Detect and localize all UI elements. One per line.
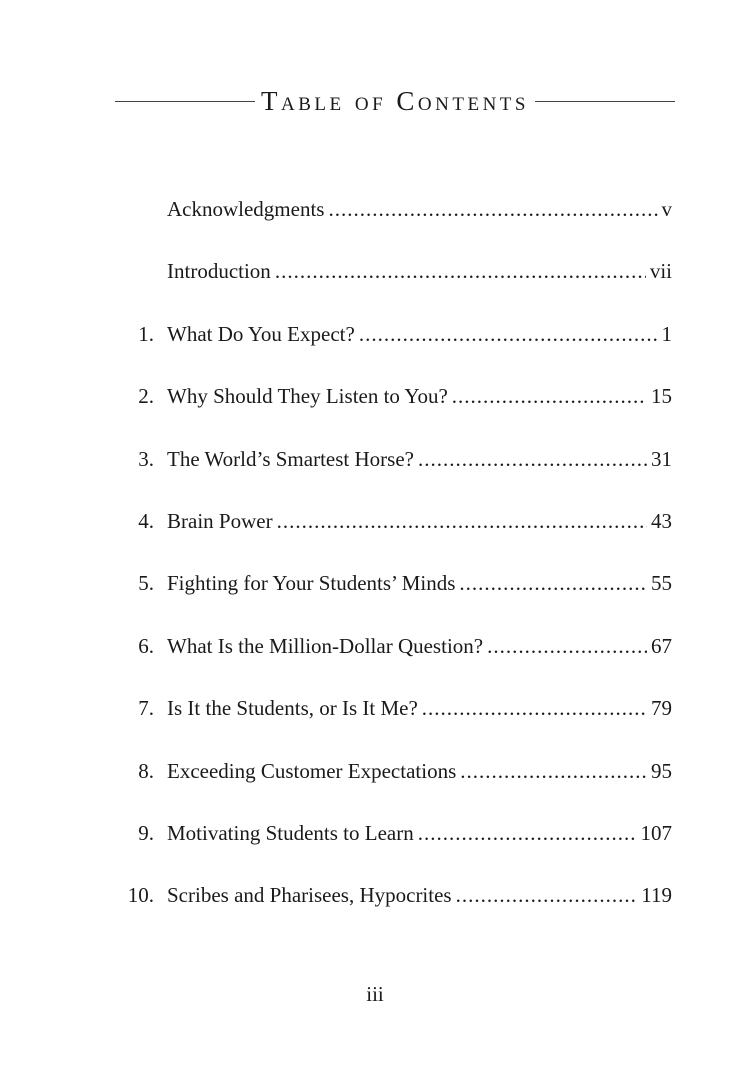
toc-entry-title: Why Should They Listen to You? (167, 384, 448, 409)
toc-entry-title: The World’s Smartest Horse? (167, 446, 414, 471)
toc-entry-number: 9. (138, 820, 154, 845)
toc-dot-leader (422, 691, 647, 725)
toc-list (118, 192, 672, 941)
toc-entry-chapter-8[interactable] (118, 754, 672, 816)
toc-entry-page: 95 (651, 758, 672, 783)
toc-entry-page: vii (649, 259, 672, 284)
toc-entry-page: 79 (651, 696, 672, 721)
toc-entry-chapter-5[interactable] (118, 566, 672, 628)
toc-dot-leader (359, 317, 658, 351)
toc-entry-title: What Do You Expect? (167, 321, 355, 346)
toc-entry-page: 107 (640, 820, 672, 845)
toc-entry-number: 8. (138, 758, 154, 783)
toc-entry-page: 55 (651, 571, 672, 596)
toc-entry-chapter-10[interactable] (118, 878, 672, 940)
toc-entry-page: 67 (651, 633, 672, 658)
toc-entry-page: v (661, 197, 672, 221)
toc-entry-page: 1 (661, 321, 672, 346)
toc-entry-page: 15 (651, 384, 672, 409)
toc-entry-number: 10. (127, 883, 154, 908)
toc-dot-leader (275, 254, 646, 288)
page-title: Table of Contents (261, 86, 529, 116)
toc-entry-number: 5. (138, 571, 154, 596)
toc-entry-page: 31 (651, 446, 672, 471)
toc-entry-title: Fighting for Your Students’ Minds (167, 571, 456, 596)
toc-entry-title: Acknowledgments (167, 197, 325, 221)
toc-entry-page: 43 (651, 508, 672, 533)
toc-entry-chapter-2[interactable] (118, 379, 672, 441)
toc-entry-number: 6. (138, 633, 154, 658)
toc-entry-chapter-3[interactable] (118, 442, 672, 504)
toc-dot-leader (487, 629, 647, 663)
toc-entry-chapter-6[interactable] (118, 629, 672, 691)
toc-entry-chapter-9[interactable] (118, 816, 672, 878)
toc-entry-chapter-4[interactable] (118, 504, 672, 566)
heading-rule-left (115, 101, 255, 102)
toc-dot-leader (456, 878, 638, 912)
toc-entry-title: Is It the Students, or Is It Me? (167, 696, 418, 721)
toc-entry-title: Brain Power (167, 508, 273, 533)
heading-rule-right (535, 101, 675, 102)
toc-entry-title: What Is the Million-Dollar Question? (167, 633, 484, 658)
toc-dot-leader (418, 442, 647, 476)
toc-entry-chapter-1[interactable] (118, 317, 672, 379)
toc-dot-leader (418, 816, 637, 850)
toc-entry-chapter-7[interactable] (118, 691, 672, 753)
toc-entry-title: Exceeding Customer Expectations (167, 758, 457, 783)
toc-entry-introduction[interactable] (118, 254, 672, 316)
toc-entry-title: Motivating Students to Learn (167, 820, 414, 845)
toc-entry-acknowledgments[interactable] (118, 192, 672, 254)
toc-entry-page: 119 (641, 883, 672, 908)
toc-dot-leader (452, 379, 647, 413)
toc-entry-title: Introduction (167, 259, 271, 284)
toc-entry-number: 2. (138, 384, 154, 409)
toc-dot-leader (459, 566, 647, 600)
toc-entry-number: 1. (138, 321, 154, 346)
page-number: iii (366, 982, 384, 1006)
toc-dot-leader (328, 192, 657, 226)
toc-heading (115, 84, 675, 118)
toc-entry-number: 4. (138, 508, 154, 533)
toc-entry-number: 3. (138, 446, 154, 471)
toc-entry-title: Scribes and Pharisees, Hypocrites (167, 883, 452, 908)
toc-entry-number: 7. (138, 696, 154, 721)
toc-dot-leader (460, 754, 647, 788)
toc-dot-leader (277, 504, 647, 538)
